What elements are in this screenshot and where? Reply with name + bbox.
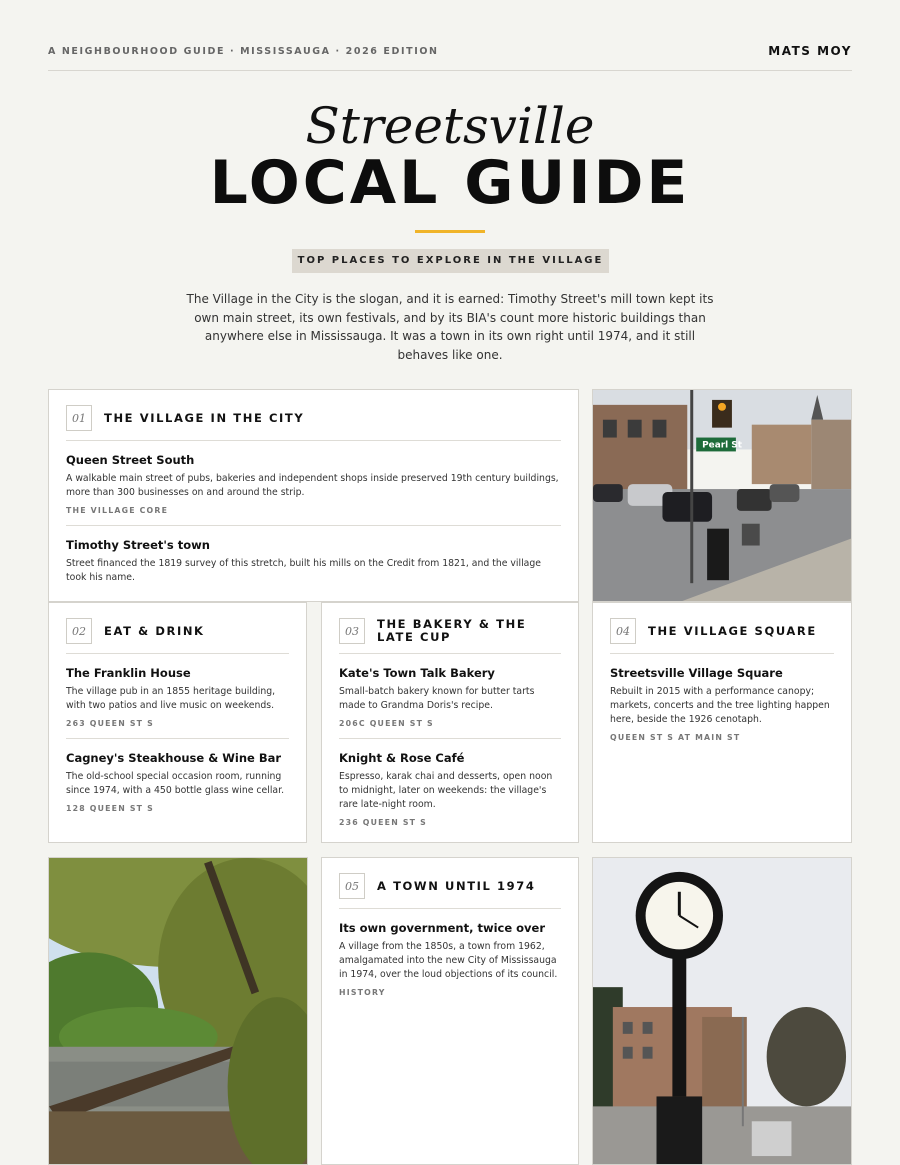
photo-credit-river — [48, 857, 308, 1165]
entry-description: The old-school special occasion room, running since 1974, with a 450 bottle glass wine cellar. — [66, 771, 285, 796]
title-script: Streetsville — [305, 97, 595, 155]
entry-location: 206C QUEEN ST S — [339, 719, 434, 728]
entry-name: Queen Street South — [66, 453, 195, 467]
section-number: 04 — [610, 618, 636, 644]
entry-location: HISTORY — [339, 988, 386, 997]
section-title: EAT & DRINK — [104, 623, 205, 638]
entry-description: A village from the 1850s, a town from 1962, amalgamated into the new City of Mississauga in 1974, over the loud objections of its council. — [339, 941, 558, 980]
intro-paragraph: The Village in the City is the slogan, and it is earned: Timothy Street's mill town kept its own main street, its own festivals, and by its BIA's count more historic buildings than anywhere else in Mississauga. It was a town in its own right until 1974, and it still behaves like one. — [186, 292, 714, 362]
top-bar — [48, 44, 852, 71]
section-number: 01 — [66, 405, 92, 431]
list-item — [66, 654, 289, 739]
section-card-04 — [592, 602, 852, 843]
page-title: LOCAL GUIDE — [209, 148, 691, 218]
entry-description: Small-batch bakery known for butter tarts made to Grandma Doris's recipe. — [339, 686, 535, 711]
section-title: THE VILLAGE IN THE CITY — [104, 410, 305, 425]
street-photo — [593, 390, 851, 601]
entry-name: Cagney's Steakhouse & Wine Bar — [66, 751, 282, 765]
list-item — [66, 526, 561, 595]
entry-description: Street financed the 1819 survey of this stretch, built his mills on the Credit from 1821, and the village took his name. — [66, 558, 542, 583]
entry-location: QUEEN ST S AT MAIN ST — [610, 733, 741, 742]
river-photo — [49, 858, 307, 1164]
list-item — [66, 441, 561, 526]
section-title: THE BAKERY & THE LATE CUP — [377, 617, 527, 644]
section-number: 02 — [66, 618, 92, 644]
entry-name: Streetsville Village Square — [610, 666, 783, 680]
section-header — [610, 618, 834, 654]
entry-name: The Franklin House — [66, 666, 191, 680]
section-title: THE VILLAGE SQUARE — [648, 623, 817, 638]
section-card-05 — [321, 857, 579, 1165]
entry-description: Espresso, karak chai and desserts, open noon to midnight, later on weekends: the village's rare late-night room. — [339, 771, 553, 810]
entry-location: 236 QUEEN ST S — [339, 818, 427, 827]
section-number: 05 — [339, 873, 365, 899]
author-name: MATS MOY — [768, 44, 852, 58]
section-title: A TOWN UNTIL 1974 — [377, 878, 536, 893]
section-number: 03 — [339, 618, 365, 644]
section-header — [66, 618, 289, 654]
entry-location: 128 QUEEN ST S — [66, 804, 154, 813]
street-sign-text: Pearl St — [702, 440, 742, 451]
section-header — [339, 873, 561, 909]
entry-location: THE VILLAGE CORE — [66, 506, 169, 515]
photo-queen-street — [592, 389, 852, 602]
entry-name: Its own government, twice over — [339, 921, 546, 935]
entry-name: Kate's Town Talk Bakery — [339, 666, 495, 680]
clock-photo — [593, 858, 851, 1164]
entry-description: The village pub in an 1855 heritage building, with two patios and live music on weekends. — [66, 686, 276, 711]
accent-rule — [415, 230, 485, 233]
tagline-badge: TOP PLACES TO EXPLORE IN THE VILLAGE — [292, 249, 609, 273]
entry-description: Rebuilt in 2015 with a performance canopy; markets, concerts and the tree lighting happen here, beside the 1926 cenotaph. — [610, 686, 830, 725]
list-item — [339, 739, 561, 837]
entry-name: Knight & Rose Café — [339, 751, 465, 765]
list-item — [339, 909, 561, 1007]
section-header — [339, 618, 561, 654]
photo-town-clock — [592, 857, 852, 1165]
list-item — [339, 654, 561, 739]
section-card-01 — [48, 389, 579, 602]
entry-name: Timothy Street's town — [66, 538, 210, 552]
list-item — [66, 739, 289, 823]
entry-description: A walkable main street of pubs, bakeries and independent shops inside preserved 19th century buildings, more than 300 businesses on and around the strip. — [66, 473, 559, 498]
list-item — [610, 654, 834, 752]
entry-location: 263 QUEEN ST S — [66, 719, 154, 728]
section-card-03 — [321, 602, 579, 843]
section-card-02 — [48, 602, 307, 843]
guide-label: A NEIGHBOURHOOD GUIDE · MISSISSAUGA · 2026 EDITION — [48, 46, 439, 57]
section-header — [66, 405, 561, 441]
